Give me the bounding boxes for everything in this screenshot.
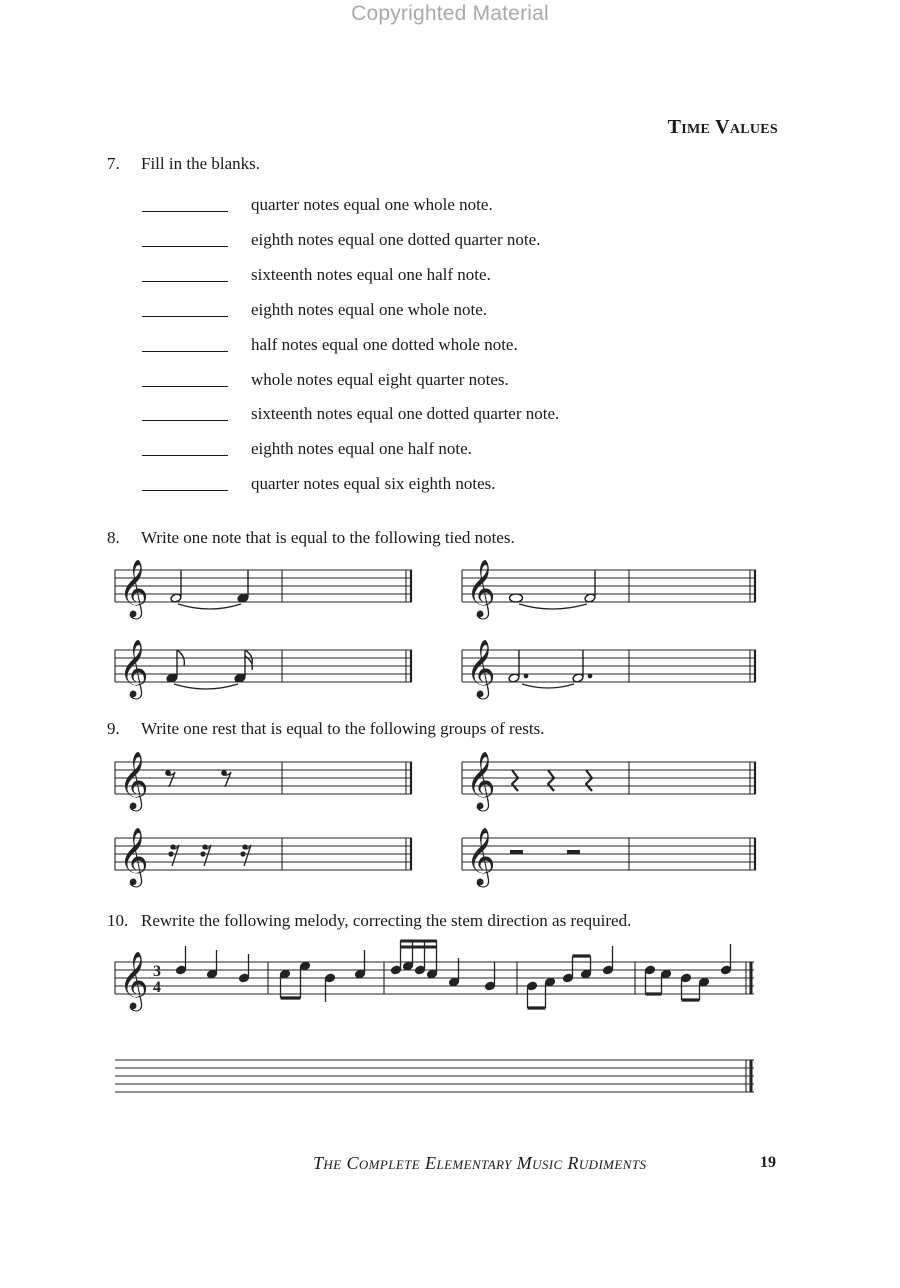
blank-statement: quarter notes equal one whole note.: [251, 195, 493, 214]
rewrite-staff[interactable]: [115, 1060, 754, 1092]
q8-staff-1: [115, 570, 412, 602]
q8-staff-2: [462, 570, 756, 602]
blank-statement: eighth notes equal one half note.: [251, 439, 472, 458]
tied-eighth-and-sixteenth: [166, 650, 252, 689]
treble-clef-icon: 𝄞: [466, 751, 496, 809]
question-text: Write one note that is equal to the following tied notes.: [141, 528, 515, 547]
section-title: Time Values: [667, 116, 778, 138]
quarter-rests: [512, 770, 592, 791]
treble-clef-icon: 𝄞: [466, 639, 496, 697]
q9-staff-1: [115, 762, 412, 794]
blank-statement: whole notes equal eight quarter notes.: [251, 370, 509, 389]
q9-staff-3: [115, 838, 412, 870]
blank-statement: sixteenth notes equal one dotted quarter note.: [251, 404, 560, 423]
treble-clef-icon: 𝄞: [466, 559, 496, 617]
time-signature-top: 3: [153, 963, 161, 980]
watermark: Copyrighted Material: [351, 2, 549, 25]
page-number: 19: [760, 1154, 776, 1171]
question-text: Write one rest that is equal to the following groups of rests.: [141, 719, 545, 738]
treble-clef-icon: 𝄞: [119, 559, 149, 617]
blank-statement: half notes equal one dotted whole note.: [251, 335, 518, 354]
time-signature-bottom: 4: [153, 979, 161, 996]
question-number: 9.: [107, 719, 120, 738]
q8-staff-3: [115, 650, 412, 682]
eighth-rests: [166, 771, 231, 787]
blank-statement: sixteenth notes equal one half note.: [251, 265, 491, 284]
treble-clef-icon: 𝄞: [119, 951, 149, 1009]
half-rests: [510, 850, 580, 854]
blank-statement: eighth notes equal one dotted quarter note.: [251, 230, 541, 249]
blank-statement: eighth notes equal one whole note.: [251, 300, 488, 319]
question-text: Rewrite the following melody, correcting the stem direction as required.: [141, 911, 632, 930]
treble-clef-icon: 𝄞: [466, 827, 496, 885]
q9-staff-4: [462, 838, 756, 870]
question-number: 7.: [107, 154, 120, 173]
tied-whole-and-half: [510, 570, 596, 609]
q9-staff-2: [462, 762, 756, 794]
book-title: The Complete Elementary Music Rudiments: [313, 1153, 647, 1173]
sixteenth-rests: [169, 845, 251, 866]
melody-notes: [176, 940, 732, 1008]
tied-half-and-quarter: [170, 570, 249, 609]
blank-statement: quarter notes equal six eighth notes.: [251, 474, 496, 493]
question-number: 10.: [107, 911, 129, 930]
treble-clef-icon: 𝄞: [119, 639, 149, 697]
q8-staff-4: [462, 650, 756, 682]
treble-clef-icon: 𝄞: [119, 827, 149, 885]
question-number: 8.: [107, 528, 120, 547]
treble-clef-icon: 𝄞: [119, 751, 149, 809]
question-text: Fill in the blanks.: [141, 154, 260, 173]
